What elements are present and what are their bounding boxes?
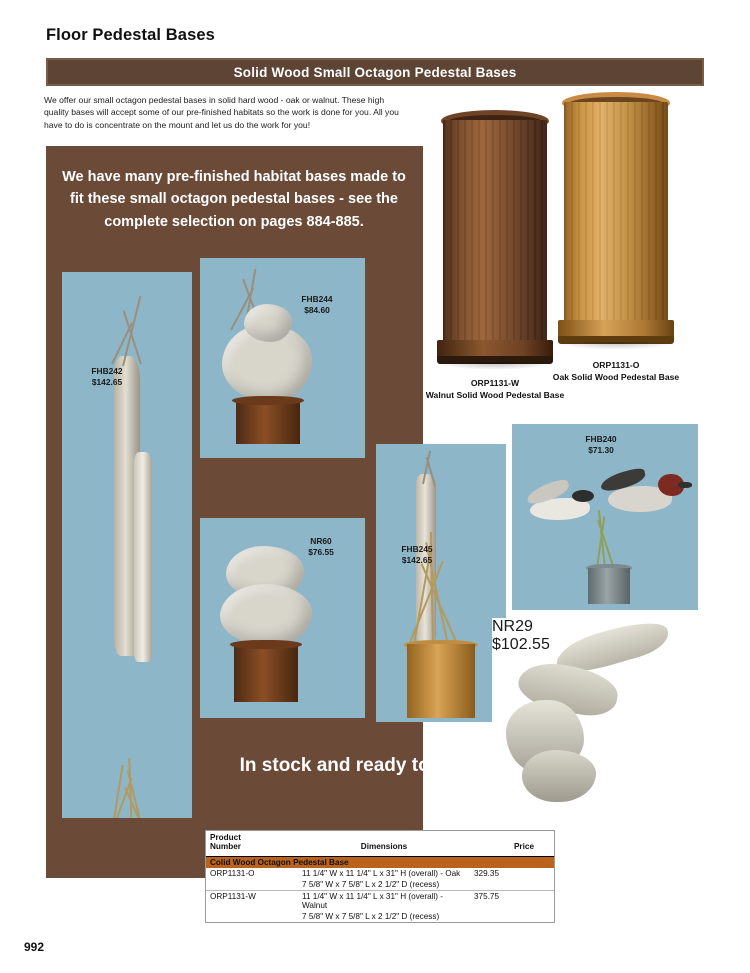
photo-fhb242 [62, 272, 192, 818]
table-category-row [206, 857, 554, 869]
fhb242-price: $142.65 [91, 377, 123, 388]
fhb240-price: $71.30 [588, 445, 614, 456]
oak-pedestal-caption: Oak Solid Wood Pedestal Base [552, 371, 680, 382]
section-banner [46, 58, 704, 86]
row-price: 329.35 [474, 869, 500, 878]
photo-walnut-pedestal [435, 104, 555, 374]
page-title: Floor Pedestal Bases [46, 26, 215, 44]
page-number: 992 [24, 940, 45, 954]
nr29-code: NR29 [492, 618, 533, 635]
caption-walnut-pedestal [425, 378, 565, 401]
nr60-price: $76.55 [308, 547, 334, 558]
photo-fhb240 [512, 424, 698, 610]
label-nr60 [286, 536, 356, 559]
row-number: ORP1131-W [206, 891, 298, 912]
fhb245-code: FHB245 [401, 544, 433, 554]
label-fhb242 [68, 366, 146, 389]
fhb244-price: $84.60 [304, 305, 330, 316]
table-row [206, 891, 554, 912]
table-header-row [206, 831, 554, 853]
photo-fhb245 [376, 444, 506, 722]
row-dimension-2: 7 5/8" W x 7 5/8" L x 2 1/2" D (recess) [302, 880, 440, 889]
fhb244-code: FHB244 [301, 294, 333, 304]
row-dimension-2: 7 5/8" W x 7 5/8" L x 2 1/2" D (recess) [302, 912, 440, 921]
table-category-label: Colid Wood Octagon Pedestal Base [206, 857, 554, 869]
label-fhb245 [380, 544, 454, 567]
photo-nr60 [200, 518, 365, 718]
row-price: 375.75 [470, 891, 554, 912]
nr60-code: NR60 [310, 536, 332, 546]
photo-oak-pedestal [556, 88, 676, 353]
photo-fhb244 [200, 258, 365, 458]
oak-pedestal-code: ORP1131-O [592, 360, 640, 370]
walnut-pedestal-caption: Walnut Solid Wood Pedestal Base [425, 389, 565, 400]
walnut-pedestal-code: ORP1131-W [470, 378, 520, 388]
header-dimensions: Dimensions [360, 842, 408, 851]
table-row-cont [206, 879, 554, 891]
in-stock-callout: In stock and ready to ship! [239, 755, 481, 776]
table-row [206, 868, 554, 879]
intro-paragraph: We offer our small octagon pedestal bases in solid hard wood - oak or walnut. These high quality bases will accept some of our pre-finished habitats so the work is done for you. All you have to do is concentrate on the mount and let us do the work for you! [44, 95, 399, 130]
habitat-panel-headline: We have many pre-finished habitat bases made to fit these small octagon pedestal bases - see the complete selection on pages 884-885. [62, 169, 406, 230]
caption-oak-pedestal [546, 360, 686, 383]
row-dimension-1: 11 1/4" W x 11 1/4" L x 31" H (overall) - Oak [302, 869, 461, 878]
row-dimension-1: 11 1/4" W x 11 1/4" L x 31" H (overall) - Walnut [298, 891, 470, 912]
fhb245-price: $142.65 [401, 555, 433, 566]
row-number: ORP1131-O [210, 869, 255, 878]
photo-nr29 [492, 618, 708, 830]
fhb240-code: FHB240 [585, 434, 617, 444]
section-banner-label: Solid Wood Small Octagon Pedestal Bases [233, 64, 517, 80]
specs-table [205, 830, 555, 923]
label-fhb244 [278, 294, 356, 317]
fhb242-code: FHB242 [91, 366, 123, 376]
header-product-number: Product Number [210, 833, 241, 851]
table-row-cont [206, 911, 554, 922]
label-fhb240 [556, 434, 646, 457]
header-price: Price [513, 842, 534, 851]
nr29-price: $102.55 [492, 636, 550, 653]
